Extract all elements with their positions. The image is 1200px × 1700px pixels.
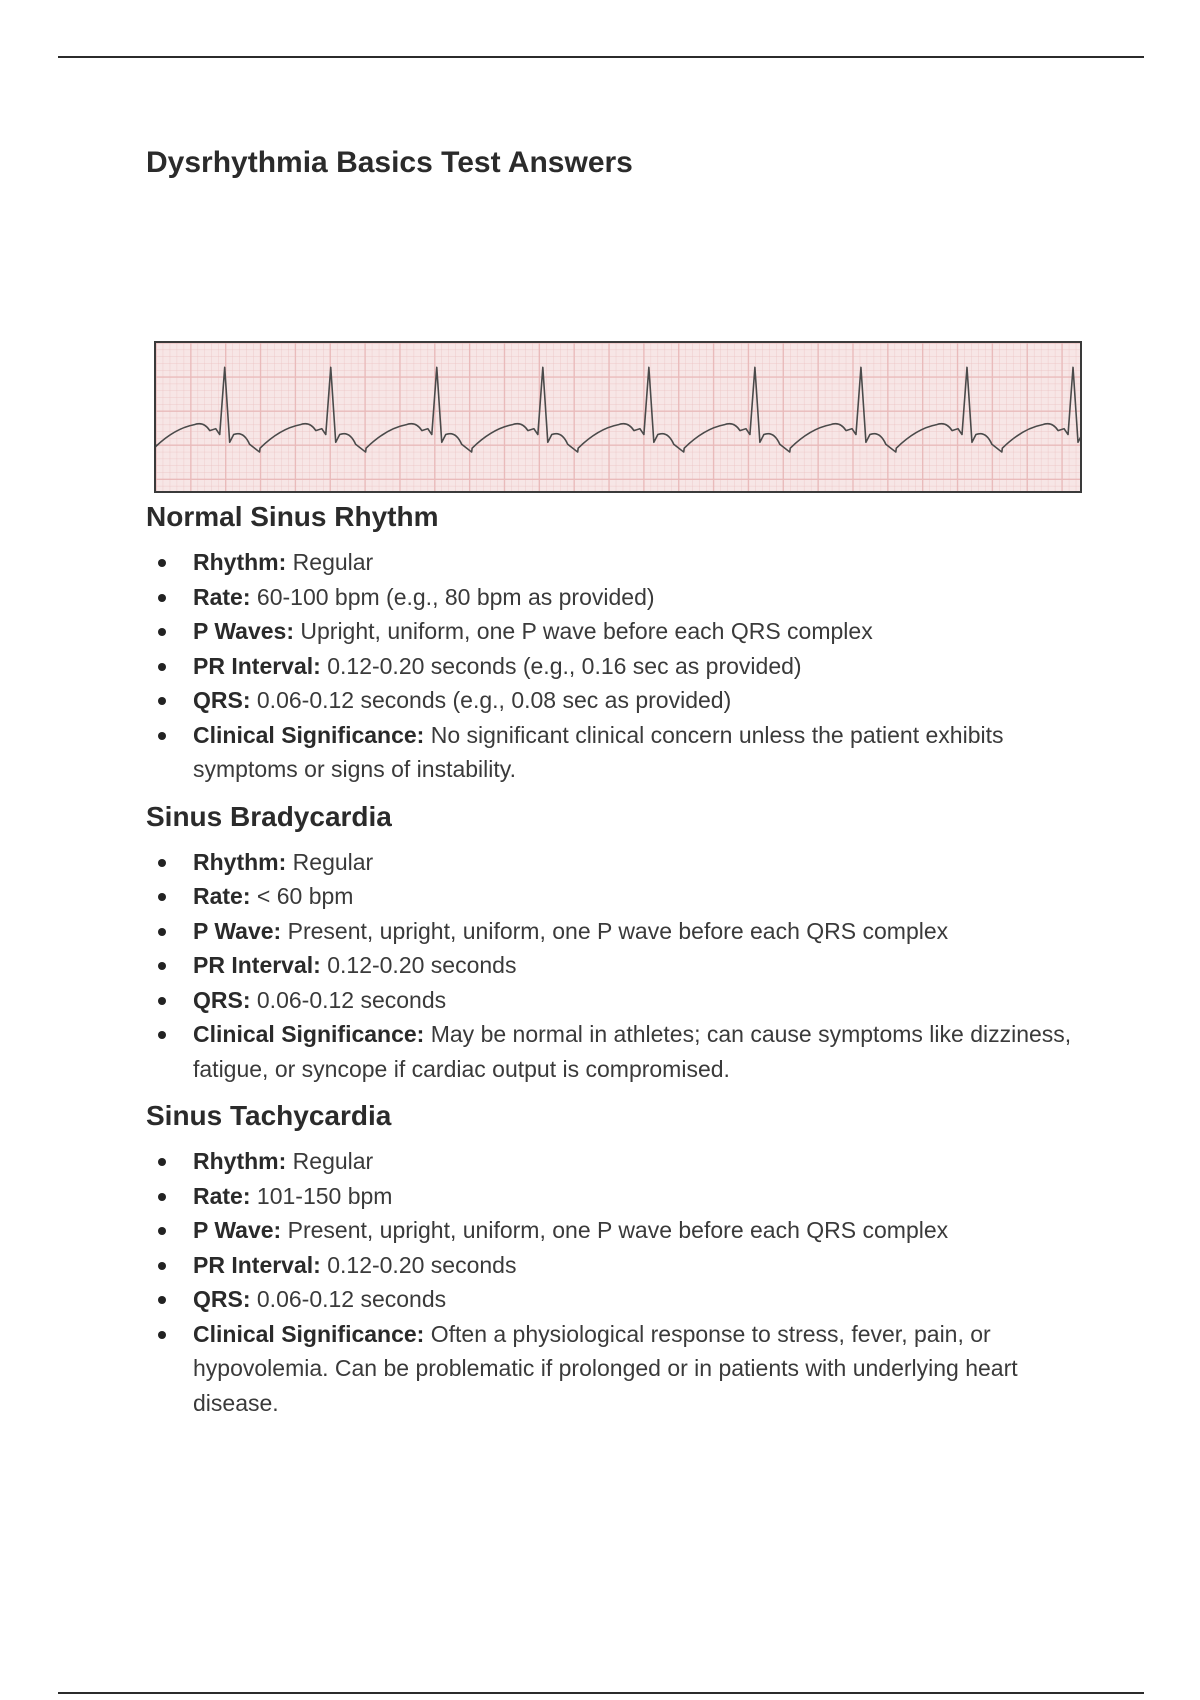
item-text: Regular — [286, 549, 374, 575]
document-title: Dysrhythmia Basics Test Answers — [146, 146, 633, 179]
item-text: No significant clinical concern unless the patient exhibits symptoms or signs of instability. — [193, 721, 1004, 782]
list-item — [146, 580, 1096, 615]
item-text: 0.12-0.20 seconds — [320, 952, 517, 978]
list-item — [146, 1282, 1096, 1317]
item-text: < 60 bpm — [250, 883, 354, 909]
item-label: QRS: — [193, 986, 251, 1013]
item-text: Present, upright, uniform, one P wave before each QRS complex — [281, 1217, 949, 1243]
item-label: PR Interval: — [193, 652, 321, 679]
item-label: Clinical Significance: — [193, 1021, 425, 1047]
list-item — [146, 1179, 1096, 1214]
item-label: Rhythm: — [193, 1148, 287, 1174]
item-label: P Waves: — [193, 618, 294, 644]
item-text: Upright, uniform, one P wave before each QRS complex — [294, 618, 873, 644]
list-item — [146, 1144, 1096, 1179]
item-label: P Wave: — [193, 1217, 282, 1243]
list-item — [146, 683, 1096, 718]
item-label: Clinical Significance: — [193, 1320, 425, 1347]
ecg-grid — [156, 343, 1080, 491]
list-item — [146, 879, 1096, 914]
item-label: QRS: — [193, 1286, 251, 1312]
item-label: Rate: — [193, 1182, 251, 1209]
list-item — [146, 1317, 1096, 1421]
section-list — [146, 545, 1096, 787]
list-item — [146, 545, 1096, 580]
item-text: 0.06-0.12 seconds — [250, 986, 447, 1013]
item-label: QRS: — [193, 687, 251, 713]
list-item — [146, 649, 1096, 684]
item-text: 0.12-0.20 seconds — [320, 1251, 517, 1278]
item-label: P Wave: — [193, 917, 282, 944]
item-text: 0.06-0.12 seconds — [250, 1286, 447, 1312]
item-text: Regular — [286, 848, 374, 875]
item-label: Clinical Significance: — [193, 721, 425, 748]
section-title: Normal Sinus Rhythm — [146, 501, 439, 532]
list-item — [146, 1248, 1096, 1283]
section-title: Sinus Bradycardia — [146, 800, 392, 832]
list-item — [146, 948, 1096, 983]
item-text: Regular — [286, 1148, 374, 1174]
item-text: 101-150 bpm — [250, 1182, 393, 1209]
section-list — [146, 845, 1096, 1087]
item-text: May be normal in athletes; can cause symptoms like dizziness, fatigue, or syncope if cardiac output is compromised. — [193, 1021, 1072, 1082]
item-text: Often a physiological response to stress, fever, pain, or hypovolemia. Can be problematic if prolonged or in patients with underlying heart disease. — [193, 1320, 1018, 1416]
list-item — [146, 614, 1096, 649]
item-label: Rhythm: — [193, 848, 287, 875]
ecg-trace — [156, 367, 1080, 452]
item-label: PR Interval: — [193, 1251, 321, 1278]
item-text: 60-100 bpm (e.g., 80 bpm as provided) — [250, 583, 655, 610]
content — [146, 497, 1096, 1430]
item-label: Rate: — [193, 583, 251, 610]
item-label: PR Interval: — [193, 952, 321, 978]
item-label: Rhythm: — [193, 549, 287, 575]
bottom-rule — [58, 1692, 1144, 1694]
list-item — [146, 845, 1096, 880]
section-title: Sinus Tachycardia — [146, 1100, 392, 1131]
list-item — [146, 914, 1096, 949]
item-label: Rate: — [193, 883, 251, 909]
item-text: 0.06-0.12 seconds (e.g., 0.08 sec as provided) — [250, 687, 732, 713]
item-text: Present, upright, uniform, one P wave before each QRS complex — [281, 917, 949, 944]
ecg-strip-image — [154, 341, 1082, 493]
section-list — [146, 1144, 1096, 1420]
list-item — [146, 1213, 1096, 1248]
item-text: 0.12-0.20 seconds (e.g., 0.16 sec as provided) — [320, 652, 802, 679]
ecg-trace-graphic — [156, 343, 1080, 491]
list-item — [146, 983, 1096, 1018]
list-item — [146, 718, 1096, 787]
list-item — [146, 1017, 1096, 1086]
top-rule — [58, 56, 1144, 58]
